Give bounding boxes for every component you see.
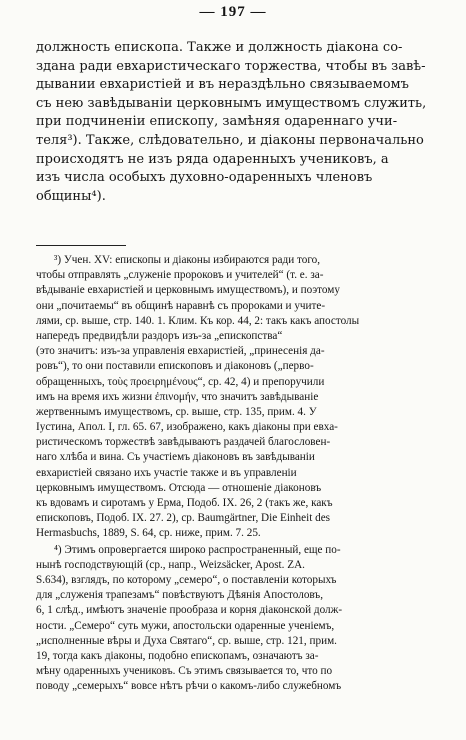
footnote-line: лями, ср. выше, стр. 140. 1. Клим. Къ кор. 44, 2: такъ какъ апостолы <box>36 314 360 327</box>
footnote-line: нынѣ господствующій (ср., напр., Weizsäcker, Apost. ZA. <box>36 558 305 571</box>
footnote-line: евхаристіей связано ихъ участіе также и въ управленіи <box>36 466 297 479</box>
footnote-line: S.634), взглядъ, по которому „семеро“, о поставленіи которыхъ <box>36 573 337 586</box>
main-text-line: теля³). Также, слѣдовательно, и діаконы первоначально <box>36 132 424 148</box>
main-text-line: происходятъ не изъ ряда одаренныхъ учениковъ, а <box>36 151 389 167</box>
main-text-line: дывании евхаристіей и въ нераздѣльно связываемомъ <box>36 77 409 93</box>
footnote-separator <box>36 245 126 246</box>
footnote-line: ⁴) Этимъ опровергается широко распространенный, еще по- <box>54 543 341 556</box>
footnote-line: они „почитаемы“ въ общинѣ наравнѣ съ пророками и учите- <box>36 299 326 312</box>
footnote-line: „исполненные вѣры и Духа Святаго“, ср. выше, стр. 121, прим. <box>36 634 337 647</box>
footnote-line: имъ на время ихъ жизни ἐπινομήν, что значитъ завѣдываніе <box>36 390 319 403</box>
main-text-line: общины⁴). <box>36 188 106 204</box>
main-text-line: при подчиненіи епископу, замѣняя одареннаго учи- <box>36 114 398 130</box>
main-text-line: изъ числа особыхъ духовно-одаренныхъ членовъ <box>36 170 373 186</box>
main-text-line: здана ради евхаристическаго торжества, чтобы въ завѣ- <box>36 58 426 74</box>
footnote-line: ности. „Семеро“ суть мужи, апостольски одаренные ученіемъ, <box>36 619 335 632</box>
footnote-line: ровъ“), то они поставили епископовъ и діаконовъ („перво- <box>36 360 314 373</box>
footnote-line: для „служенія трапезамъ“ повѣствуютъ Дѣянія Апостоловъ, <box>36 589 324 602</box>
footnote-line: жертвеннымъ имуществомъ, ср. выше, стр. 135, прим. 4. У <box>36 405 317 418</box>
footnote-line: поводу „семерыхъ“ вовсе нѣтъ рѣчи о какомъ-либо служебномъ <box>36 680 342 693</box>
main-text-line: должность епископа. Также и должность діакона со- <box>36 40 403 55</box>
footnote-line: епископовъ, Подоб. IX. 27. 2), ср. Baumgärtner, Die Einheit des <box>36 512 331 525</box>
footnote-line: вѣдываніе евхаристіей и церковнымъ имуществомъ), и поэтому <box>36 284 340 297</box>
footnote-line: напередъ предвидѣли раздоръ изъ-за „епископства“ <box>36 329 283 342</box>
footnote-line: мѣну одаренныхъ учениковъ. Съ этимъ связывается то, что по <box>36 665 333 678</box>
footnote-line: къ вдовамъ и сиротамъ у Ерма, Подоб. IX. 26, 2 (такъ же, какъ <box>36 497 333 509</box>
footnotes <box>36 253 450 694</box>
footnote-line: церковнымъ имуществомъ. Отсюда — отношеніе діаконовъ <box>36 481 322 494</box>
footnote-line: обращенныхъ, τοὺς προειρημένους“, ср. 42, 4) и препоручили <box>36 375 325 388</box>
footnote-line: (это значитъ: изъ-за управленія евхаристіей, „принесенія да- <box>36 345 325 358</box>
main-text-line: съ нею завѣдываніи церковнымъ имуществомъ служить, <box>36 95 427 111</box>
footnote-line: чтобы отправлять „служеніе пророковъ и учителей“ (т. е. за- <box>36 269 324 282</box>
footnote-4 <box>36 543 450 695</box>
footnote-line: наго хлѣба и вина. Съ участіемъ діаконовъ въ завѣдываніи <box>36 451 315 464</box>
footnote-line: 19, тогда какъ діаконы, подобно епископамъ, означаютъ за- <box>36 649 319 662</box>
footnote-line: Hermasbuchs, 1889, S. 64, ср. ниже, прим. 7. 25. <box>36 527 261 540</box>
main-paragraph <box>36 39 448 206</box>
footnote-line: ристическомъ торжествѣ завѣдываютъ раздачей благословен- <box>36 436 331 449</box>
footnote-line: ³) Учен. XV: епископы и діаконы избираются ради того, <box>54 254 321 266</box>
page-number: — 197 — <box>199 4 267 20</box>
footnote-line: Іустина, Апол. I, гл. 65. 67, изображено, какъ діаконы при евха- <box>36 421 338 434</box>
footnote-3 <box>36 253 450 542</box>
footnote-line: 6, 1 слѣд., имѣютъ значеніе прообраза и корня діаконской долж- <box>36 604 343 617</box>
